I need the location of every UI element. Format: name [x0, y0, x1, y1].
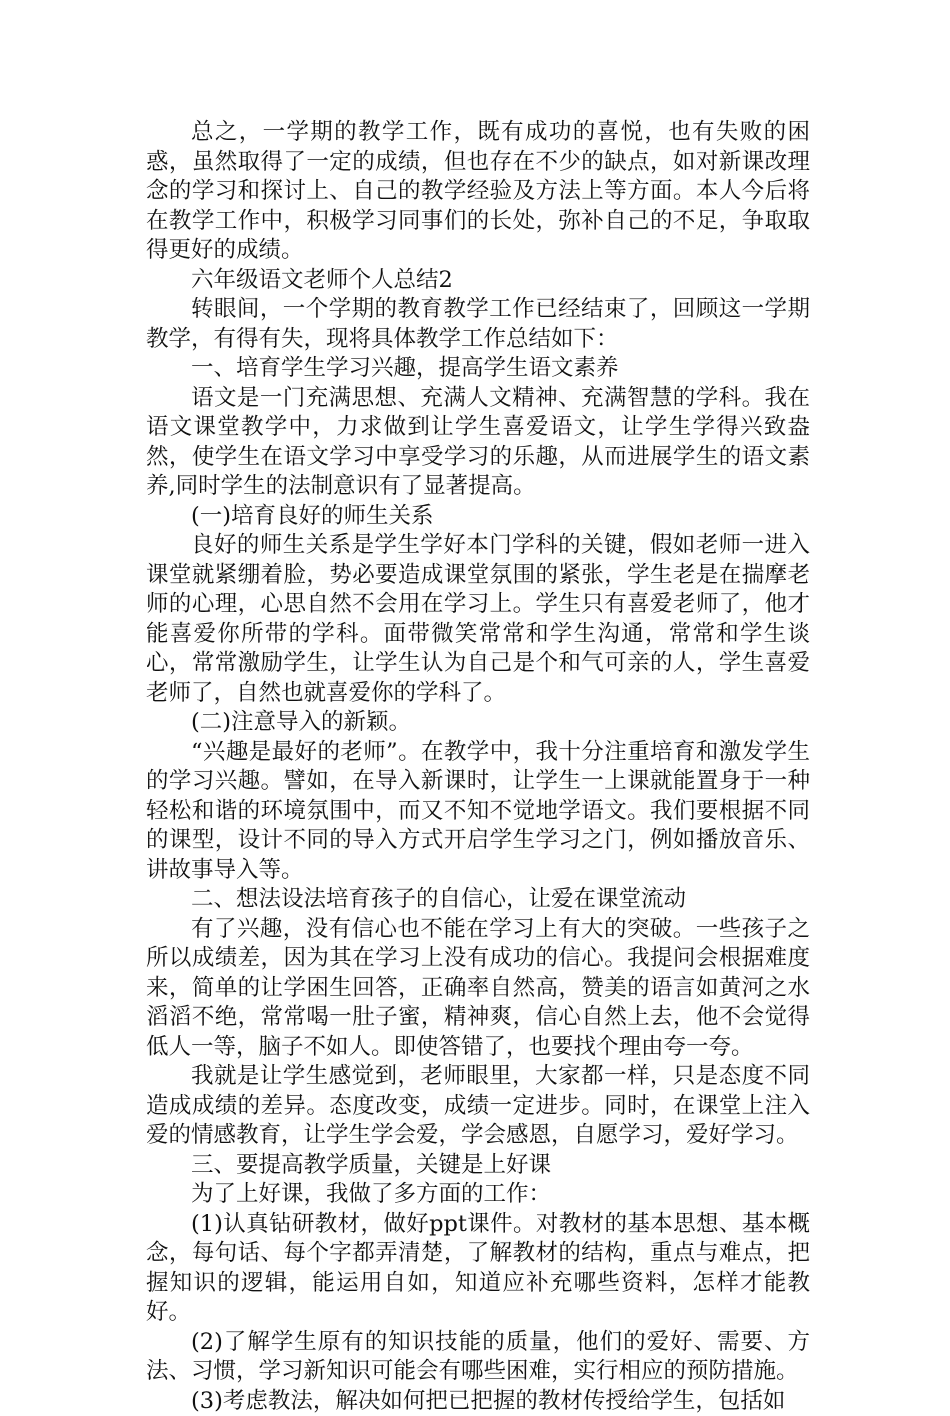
subheading-teacher-student-relation: (一)培育良好的师生关系	[146, 502, 810, 532]
paragraph-conclusion: 总之，一学期的教学工作，既有成功的喜悦，也有失败的困惑，虽然取得了一定的成绩，但也存在不少的缺点，如对新课改理念的学习和探讨上、自己的教学经验及方法上等方面。本人今后将在教学工作中，积极学习同事们的长处，弥补自己的不足，争取取得更好的成绩。	[146, 118, 810, 266]
document-page	[146, 118, 810, 1416]
heading-part-one: 一、培育学生学习兴趣，提高学生语文素养	[146, 354, 810, 384]
paragraph-relation: 良好的师生关系是学生学好本门学科的关键，假如老师一进入课堂就紧绷着脸，势必要造成课堂氛围的紧张，学生老是在揣摩老师的心理，心思自然不会用在学习上。学生只有喜爱老师了，他才能喜爱你所带的学科。面带微笑常常和学生沟通，常常和学生谈心，常常激励学生，让学生认为自己是个和气可亲的人，学生喜爱老师了，自然也就喜爱你的学科了。	[146, 531, 810, 708]
heading-part-two: 二、想法设法培育孩子的自信心，让爱在课堂流动	[146, 885, 810, 915]
list-item-2: (2)了解学生原有的知识技能的质量，他们的爱好、需要、方法、习惯，学习新知识可能会有哪些困难，实行相应的预防措施。	[146, 1328, 810, 1387]
heading-part-three: 三、要提高教学质量，关键是上好课	[146, 1151, 810, 1181]
paragraph-interest: “兴趣是最好的老师”。在教学中，我十分注重培育和激发学生的学习兴趣。譬如，在导入新课时，让学生一上课就能置身于一种轻松和谐的环境氛围中，而又不知不觉地学语文。我们要根据不同的课型，设计不同的导入方式开启学生学习之门，例如播放音乐、讲故事导入等。	[146, 738, 810, 886]
paragraph-confidence: 有了兴趣，没有信心也不能在学习上有大的突破。一些孩子之所以成绩差，因为其在学习上没有成功的信心。我提问会根据难度来，简单的让学困生回答，正确率自然高，赞美的语言如黄河之水滔滔不绝，常常喝一肚子蜜，精神爽，信心自然上去，他不会觉得低人一等，脑子不如人。即使答错了，也要找个理由夸一夸。	[146, 915, 810, 1063]
subheading-lesson-introduction: (二)注意导入的新颖。	[146, 708, 810, 738]
paragraph-equality: 我就是让学生感觉到，老师眼里，大家都一样，只是态度不同造成成绩的差异。态度改变，成绩一定进步。同时，在课堂上注入爱的情感教育，让学生学会爱，学会感恩，自愿学习，爱好学习。	[146, 1062, 810, 1151]
list-item-1: (1)认真钻研教材，做好ppt课件。对教材的基本思想、基本概念，每句话、每个字都弄清楚，了解教材的结构，重点与难点，把握知识的逻辑，能运用自如，知道应补充哪些资料，怎样才能教好。	[146, 1210, 810, 1328]
list-item-3: (3)考虑教法，解决如何把已把握的教材传授给学生，包括如	[146, 1387, 810, 1416]
paragraph-intro: 转眼间，一个学期的教育教学工作已经结束了，回顾这一学期教学，有得有失，现将具体教学工作总结如下：	[146, 295, 810, 354]
paragraph-preparation: 为了上好课，我做了多方面的工作：	[146, 1180, 810, 1210]
paragraph-chinese-subject: 语文是一门充满思想、充满人文精神、充满智慧的学科。我在语文课堂教学中，力求做到让学生喜爱语文，让学生学得兴致盎然，使学生在语文学习中享受学习的乐趣，从而进展学生的语文素养,同时学生的法制意识有了显著提高。	[146, 384, 810, 502]
section-title: 六年级语文老师个人总结2	[146, 266, 810, 296]
